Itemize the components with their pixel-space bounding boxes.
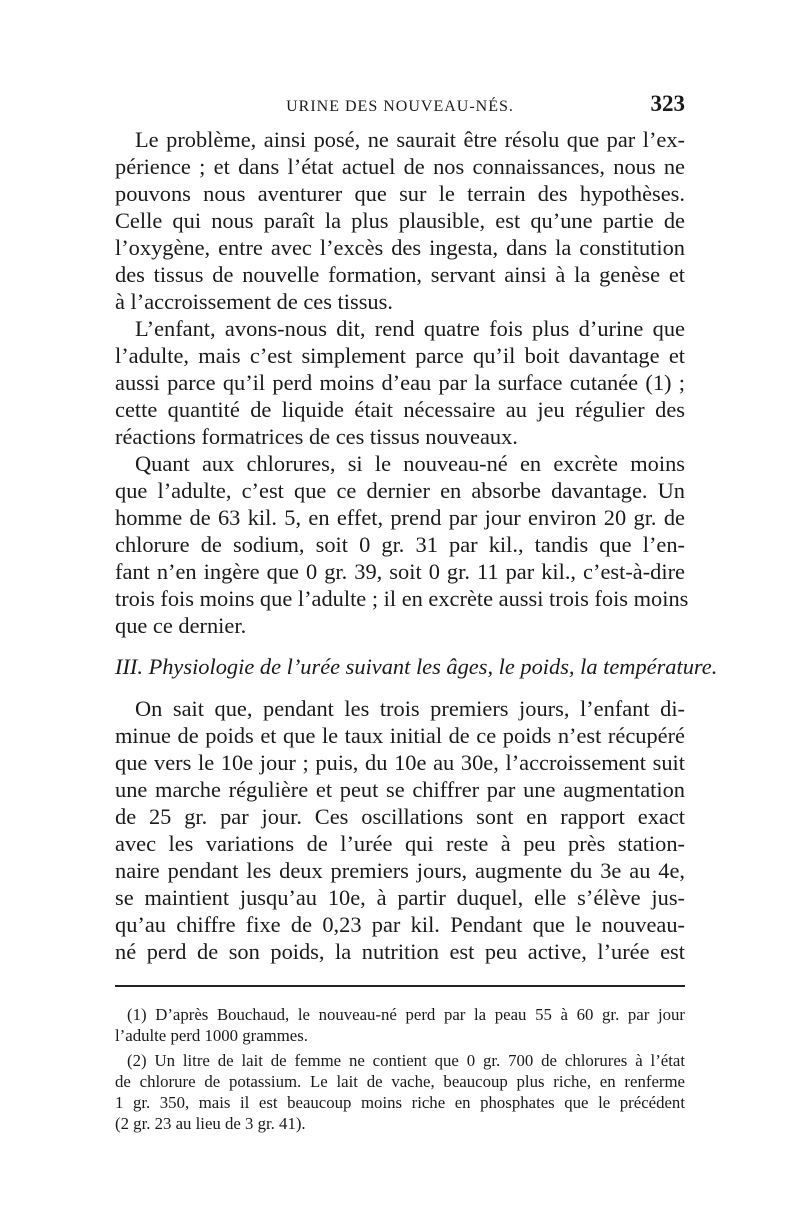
text-line: Le problème, ainsi posé, ne saurait être résolu que par l’ex- <box>135 127 685 152</box>
text-line: Quant aux chlorures, si le nouveau-né en excrète moins <box>135 451 685 476</box>
text-line: fant n’en ingère que 0 gr. 39, soit 0 gr. 11 par kil., c’est-à-dire <box>115 559 685 584</box>
text-line: minue de poids et que le taux initial de ce poids n’est récupéré <box>115 723 685 748</box>
footnote-line: (2 gr. 23 au lieu de 3 gr. 41). <box>115 1114 306 1133</box>
text-line: l’oxygène, entre avec l’excès des ingesta, dans la constitution <box>115 235 685 260</box>
footnote-line: de chlorure de potassium. Le lait de vache, beaucoup plus riche, en renferme <box>115 1072 685 1091</box>
text-line: naire pendant les deux premiers jours, augmente du 3e au 4e, <box>115 858 685 883</box>
text-line: Celle qui nous paraît la plus plausible, est qu’une partie de <box>115 208 685 233</box>
footnote-2 <box>115 1050 685 1134</box>
footnote-1 <box>115 1004 685 1046</box>
text-line: né perd de son poids, la nutrition est peu active, l’urée est <box>115 939 685 964</box>
text-line: l’adulte, mais c’est simplement parce qu’il boit davantage et <box>115 343 685 368</box>
section-title: III. Physiologie de l’urée suivant les âges, le poids, la température. <box>115 654 718 679</box>
text-line: que vers le 10e jour ; puis, du 10e au 30e, l’accroissement suit <box>115 750 685 775</box>
text-line: périence ; et dans l’état actuel de nos connaissances, nous ne <box>115 154 685 179</box>
footnote-line: 1 gr. 350, mais il est beaucoup moins riche en phosphates que le précédent <box>115 1093 685 1112</box>
text-line: une marche régulière et peut se chiffrer par une augmentation <box>115 777 685 802</box>
text-line: cette quantité de liquide était nécessaire au jeu régulier des <box>115 397 685 422</box>
text-line: chlorure de sodium, soit 0 gr. 31 par kil., tandis que l’en- <box>115 532 685 557</box>
footnotes <box>115 1004 685 1134</box>
text-line: aussi parce qu’il perd moins d’eau par la surface cutanée (1) ; <box>115 370 685 395</box>
text-line: réactions formatrices de ces tissus nouveaux. <box>115 424 518 449</box>
text-line: à l’accroissement de ces tissus. <box>115 289 393 314</box>
footnote-line: (1) D’après Bouchaud, le nouveau-né perd par la peau 55 à 60 gr. par jour <box>127 1005 685 1024</box>
text-line: qu’au chiffre fixe de 0,23 par kil. Pendant que le nouveau- <box>115 912 685 937</box>
paragraph-1 <box>115 126 685 315</box>
text-line: avec les variations de l’urée qui reste à peu près station- <box>115 831 685 856</box>
text-line: pouvons nous aventurer que sur le terrain des hypothèses. <box>115 181 685 206</box>
text-line: des tissus de nouvelle formation, servant ainsi à la genèse et <box>115 262 685 287</box>
running-title: URINE DES NOUVEAU-NÉS. <box>286 98 514 115</box>
text-line: trois fois moins que l’adulte ; il en excrète aussi trois fois moins <box>115 586 689 611</box>
footnote-line: l’adulte perd 1000 grammes. <box>115 1026 308 1045</box>
text-line: On sait que, pendant les trois premiers jours, l’enfant di- <box>135 696 685 721</box>
text-line: se maintient jusqu’au 10e, à partir duquel, elle s’élève jus- <box>115 885 685 910</box>
text-line: que ce dernier. <box>115 613 247 638</box>
text-line: homme de 63 kil. 5, en effet, prend par jour environ 20 gr. de <box>115 505 685 530</box>
running-head <box>115 90 685 124</box>
text-line: de 25 gr. par jour. Ces oscillations sont en rapport exact <box>115 804 685 829</box>
paragraph-3 <box>115 450 689 639</box>
footnote-line: (2) Un litre de lait de femme ne contient que 0 gr. 700 de chlorures à l’état <box>127 1051 685 1070</box>
paragraph-2 <box>115 315 685 450</box>
text-line: que l’adulte, c’est que ce dernier en absorbe davantage. Un <box>115 478 685 503</box>
footnote-rule <box>115 985 685 987</box>
body-text <box>115 126 718 965</box>
text-line: L’enfant, avons-nous dit, rend quatre fois plus d’urine que <box>135 316 685 341</box>
page-number: 323 <box>650 91 685 116</box>
paragraph-4 <box>115 695 685 965</box>
